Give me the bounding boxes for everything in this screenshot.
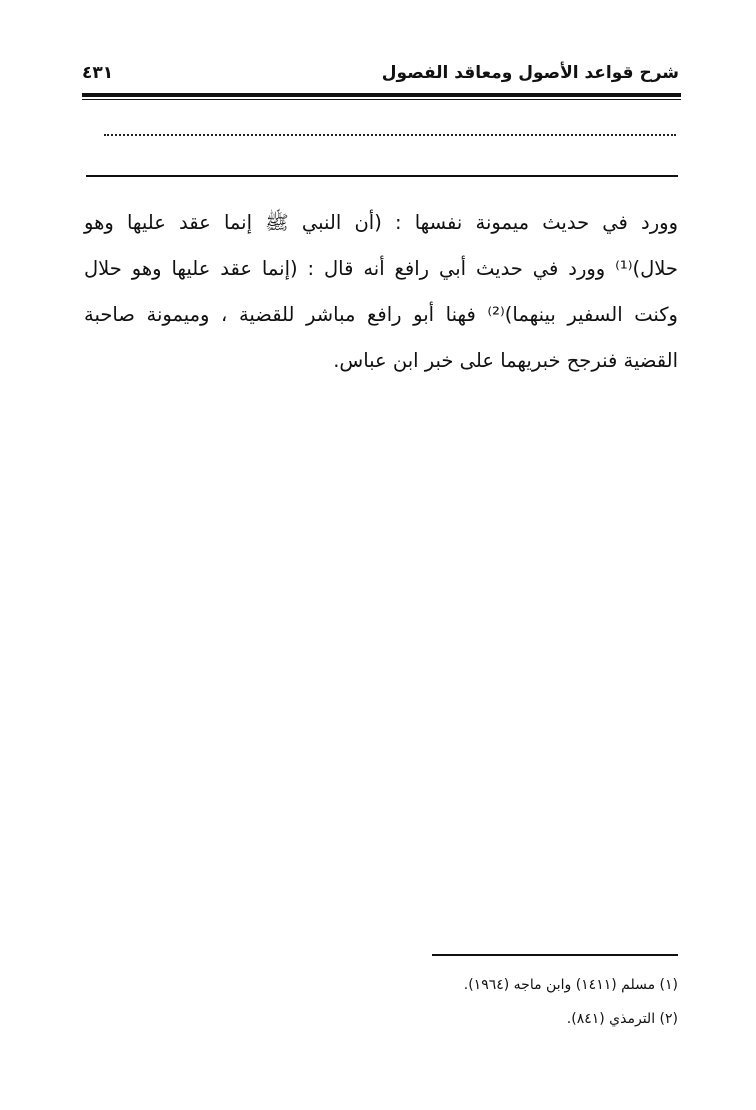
header-title: شرح قواعد الأصول ومعاقد الفصول	[381, 63, 679, 83]
body-paragraph	[84, 200, 678, 384]
body-line-4: القضية فنرجح خبريهما على خبر ابن عباس.	[333, 349, 678, 372]
footnotes	[278, 968, 678, 1036]
body-line-3: وكنت السفير بينهما)⁽²⁾ فهنا أبو رافع مباشر للقضية ، وميمونة صاحبة	[84, 303, 678, 326]
running-header	[82, 60, 679, 92]
header-rule	[82, 93, 681, 97]
page-number: ٤٣١	[82, 63, 114, 83]
body-line-1: وورد في حديث ميمونة نفسها : (أن النبي ﷺ إنما عقد عليها وهو	[84, 211, 678, 234]
footnote-rule	[432, 954, 678, 956]
section-rule	[86, 175, 678, 177]
footnote-2: (٢) الترمذي (٨٤١).	[566, 1011, 678, 1027]
body-line-2: حلال)⁽¹⁾ وورد في حديث أبي رافع أنه قال : (إنما عقد عليها وهو حلال	[84, 257, 678, 280]
footnote-1: (١) مسلم (١٤١١) وابن ماجه (١٩٦٤).	[463, 977, 678, 993]
header-rule-thin	[82, 99, 681, 100]
dotted-separator	[104, 134, 676, 136]
